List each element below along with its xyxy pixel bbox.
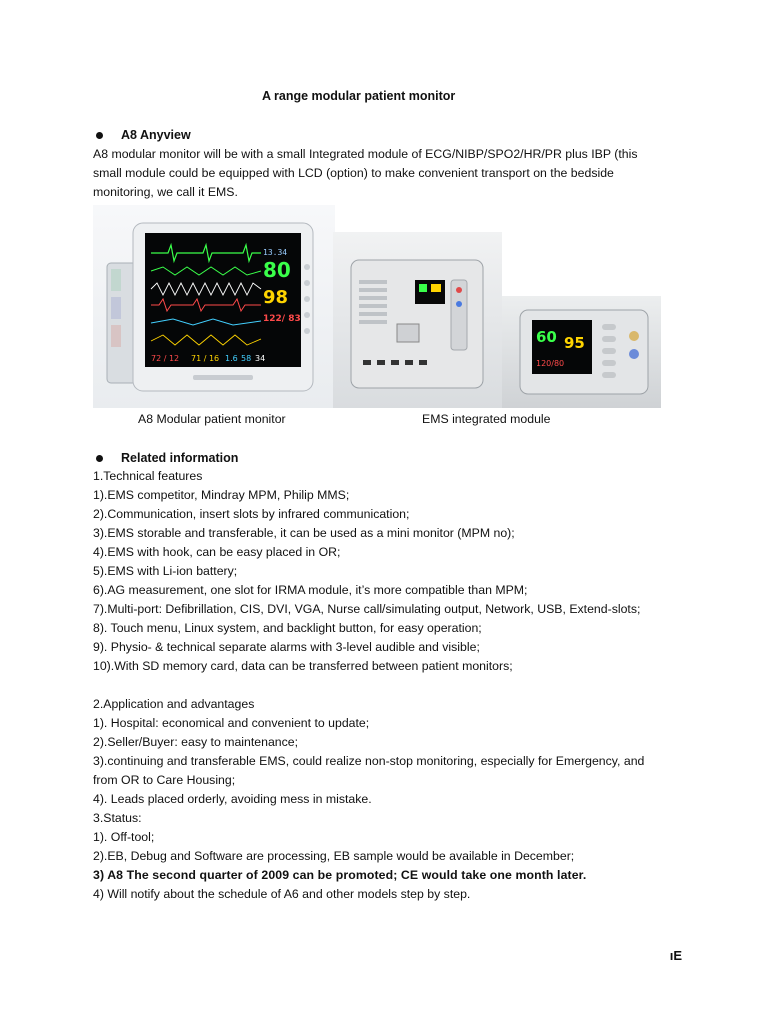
- ems-module-illustration: [333, 232, 502, 408]
- body-line: 1). Hospital: economical and convenient to update;: [93, 716, 370, 730]
- monitor-bottom-c: 34: [255, 354, 266, 363]
- caption-ems-module: EMS integrated module: [422, 412, 551, 426]
- body-line: 1.Technical features: [93, 469, 203, 483]
- body-line: 8). Touch menu, Linux system, and backlight button, for easy operation;: [93, 621, 482, 635]
- bullet-dot-icon: [96, 132, 103, 139]
- ems-screen-value-2: 95: [564, 334, 585, 352]
- body-line: 4) Will notify about the schedule of A6 and other models step by step.: [93, 887, 471, 901]
- body-line: 4).EMS with hook, can be easy placed in OR;: [93, 545, 341, 559]
- body-line: 5).EMS with Li-ion battery;: [93, 564, 238, 578]
- body-line: 1). Off-tool;: [93, 830, 155, 844]
- section-heading: Related information: [121, 451, 239, 465]
- page-title: A range modular patient monitor: [262, 89, 456, 103]
- monitor-bottom-left: 72 / 12: [151, 354, 180, 363]
- related-information-body: [93, 467, 683, 904]
- ems-screen-value-3: 120/80: [536, 359, 565, 368]
- ems-small-module-photo: [502, 296, 661, 408]
- body-line: 10).With SD memory card, data can be transferred between patient monitors;: [93, 659, 513, 673]
- body-line: 2.Application and advantages: [93, 697, 255, 711]
- section-heading: A8 Anyview: [121, 128, 191, 142]
- monitor-top-value: 13.34: [263, 248, 288, 257]
- page-footer-mark: ıE: [669, 948, 682, 963]
- body-line: 4). Leads placed orderly, avoiding mess in mistake.: [93, 792, 372, 806]
- body-line: 2).Seller/Buyer: easy to maintenance;: [93, 735, 299, 749]
- ems-screen-value-1: 60: [536, 328, 557, 346]
- monitor-hr-value: 80: [263, 258, 291, 282]
- paragraph-line: monitoring, we call it EMS.: [93, 185, 238, 199]
- body-line: 7).Multi-port: Defibrillation, CIS, DVI, VGA, Nurse call/simulating output, Network, USB, Extend-slots;: [93, 602, 641, 616]
- monitor-bottom-mid: 71 / 16: [191, 354, 220, 363]
- monitor-spo2-value: 98: [263, 287, 289, 308]
- body-line: from OR to Care Housing;: [93, 773, 236, 787]
- body-line: 1).EMS competitor, Mindray MPM, Philip MMS;: [93, 488, 350, 502]
- paragraph-line: small module could be equipped with LCD (option) to make convenient transport on the bedside: [93, 166, 614, 180]
- monitor-nibp-value: 122/ 83: [263, 314, 301, 324]
- body-line: 3.Status:: [93, 811, 142, 825]
- body-line: 3).continuing and transferable EMS, could realize non-stop monitoring, especially for Emergency, and: [93, 754, 645, 768]
- blank-line: [93, 676, 683, 695]
- body-line: 3).EMS storable and transferable, it can be used as a mini monitor (MPM no);: [93, 526, 515, 540]
- monitor-bottom-b: 58: [241, 354, 252, 363]
- a8-monitor-illustration: [93, 205, 335, 408]
- status-highlight-line: 3) A8 The second quarter of 2009 can be promoted; CE would take one month later.: [93, 868, 587, 882]
- body-line: 9). Physio- & technical separate alarms with 3-level audible and visible;: [93, 640, 480, 654]
- ems-module-photo: [333, 232, 502, 408]
- monitor-bottom-a: 1.6: [225, 354, 238, 363]
- body-line: 6).AG measurement, one slot for IRMA module, it’s more compatible than MPM;: [93, 583, 528, 597]
- body-line: 2).EB, Debug and Software are processing, EB sample would be available in December;: [93, 849, 575, 863]
- caption-a8-monitor: A8 Modular patient monitor: [138, 412, 286, 426]
- bullet-dot-icon: [96, 455, 103, 462]
- ems-small-module-illustration: [502, 296, 661, 408]
- body-line: 2).Communication, insert slots by infrared communication;: [93, 507, 410, 521]
- intro-paragraph: [93, 145, 683, 202]
- paragraph-line: A8 modular monitor will be with a small Integrated module of ECG/NIBP/SPO2/HR/PR plus IBP (this: [93, 147, 638, 161]
- a8-monitor-photo: [93, 205, 335, 408]
